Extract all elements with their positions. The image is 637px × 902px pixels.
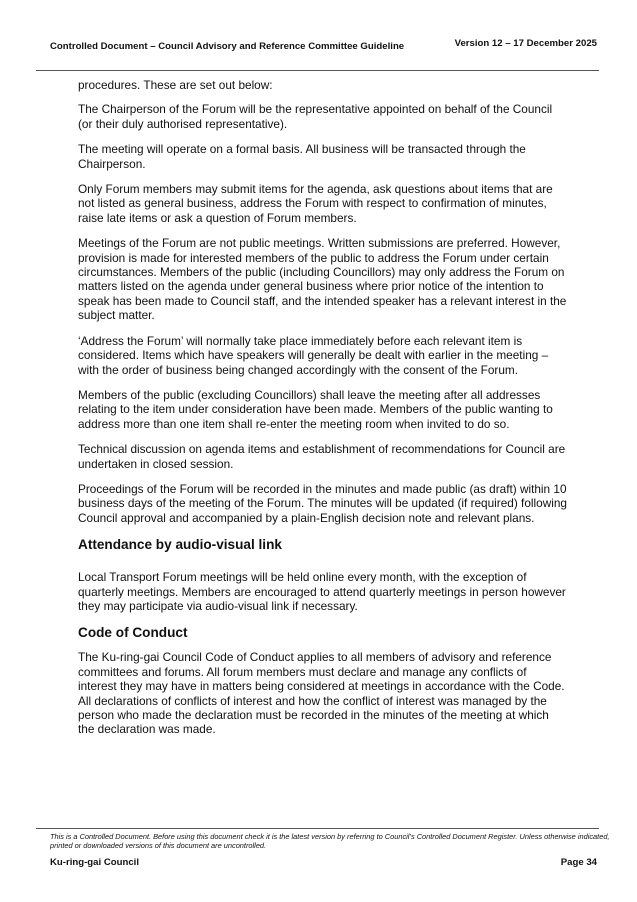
body-paragraph: The meeting will operate on a formal basis. All business will be transacted through the Chairperson. xyxy=(78,142,526,171)
document-body xyxy=(78,78,568,737)
body-paragraph: ‘Address the Forum’ will normally take place immediately before each relevant item is considered. Items which have speakers will generally be dealt with earlier in the meeting – with the order of business being changed accordingly with the consent of the Forum. xyxy=(78,333,549,377)
organisation-name: Ku-ring-gai Council xyxy=(50,857,139,868)
document-title: Controlled Document – Council Advisory and Reference Committee Guideline xyxy=(50,41,405,52)
body-paragraph: Meetings of the Forum are not public meetings. Written submissions are preferred. However, provision is made for interested members of the public to address the Forum under certain circumstances. Members of the public (including Councillors) may only address the Forum on matters listed on the agenda under general business where prior notice of the intention to speak has been made to Council staff, and the intended speaker has a relevant interest in the subject matter. xyxy=(78,236,567,323)
page-number: Page 34 xyxy=(560,857,597,868)
body-paragraph: The Chairperson of the Forum will be the representative appointed on behalf of the Council (or their duly authorised representative). xyxy=(78,102,553,131)
body-paragraph: The Ku-ring-gai Council Code of Conduct applies to all members of advisory and reference committees and forums. All forum members must declare and manage any conflicts of interest they may have in matters being considered at meetings in accordance with the Code. All declarations of conflicts of interest and how the conflict of interest was managed by the person who made the declaration must be recorded in the minutes of the meeting at which the declaration was made. xyxy=(78,650,565,737)
header-divider xyxy=(36,70,599,71)
footer-divider xyxy=(36,828,599,829)
section-heading: Attendance by audio-visual link xyxy=(78,537,282,553)
controlled-document-notice: This is a Controlled Document. Before using this document check it is the latest version by referring to Council’s Controlled Document Register. Unless otherwise indicated, printed or downloaded versions of this document are uncontrolled. xyxy=(50,832,610,850)
body-paragraph: Local Transport Forum meetings will be held online every month, with the exception of quarterly meetings. Members are encouraged to attend quarterly meetings in person however they may participate via audio-visual link if necessary. xyxy=(78,570,566,613)
body-paragraph: Technical discussion on agenda items and establishment of recommendations for Council are undertaken in closed session. xyxy=(78,442,566,471)
document-version: Version 12 – 17 December 2025 xyxy=(454,38,597,49)
body-paragraph: Proceedings of the Forum will be recorded in the minutes and made public (as draft) within 10 business days of the meeting of the Forum. The minutes will be updated (if required) following Council approval and accompanied by a plain-English decision note and relevant plans. xyxy=(78,481,567,525)
body-paragraph: procedures. These are set out below: xyxy=(78,78,273,92)
body-paragraph: Only Forum members may submit items for the agenda, ask questions about items that are not listed as general business, address the Forum with respect to confirmation of minutes, raise late items or ask a question of Forum members. xyxy=(78,182,553,225)
section-heading: Code of Conduct xyxy=(78,625,188,641)
body-paragraph: Members of the public (excluding Councillors) shall leave the meeting after all addresses relating to the item under consideration have been made. Members of the public wanting to address more than one item shall re-enter the meeting room when invited to do so. xyxy=(78,387,553,431)
